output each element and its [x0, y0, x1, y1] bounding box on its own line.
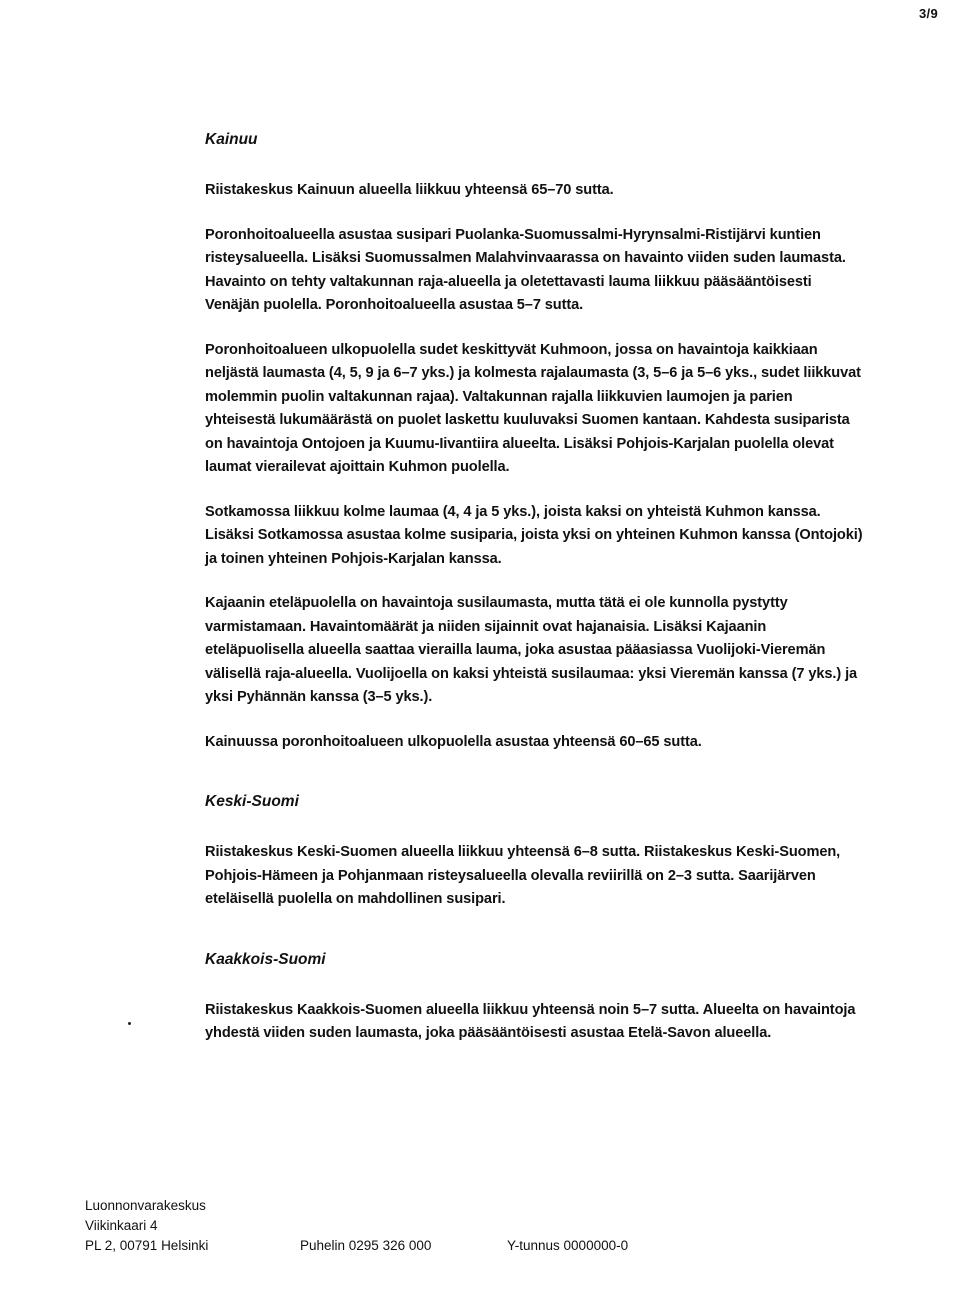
paragraph: Riistakeskus Kainuun alueella liikkuu yhteensä 65–70 sutta. — [205, 182, 614, 198]
paragraph: Riistakeskus Keski-Suomen alueella liikkuu yhteensä 6–8 sutta. Riistakeskus Keski-Suomen, Pohjois-Hämeen ja Pohjanmaan risteysalueella olevalla reviirillä on 2–3 sutta. Saarijärven eteläisellä puolella on mahdollinen susipari. — [205, 844, 841, 907]
section-heading-keski-suomi: Keski-Suomi — [205, 793, 299, 810]
footer-postal: PL 2, 00791 Helsinki — [85, 1238, 209, 1253]
paragraph: Poronhoitoalueella asustaa susipari Puolanka-Suomussalmi-Hyrynsalmi-Ristijärvi kuntien risteysalueella. Lisäksi Suomussalmen Malahvinvaarassa on havainto viiden suden laumasta. Havainto on tehty valtakunnan raja-alueella ja oletettavasti lauma liikkuu pääsääntöisesti Venäjän puolella. Poronhoitoalueella asustaa 5–7 sutta. — [205, 226, 846, 313]
footer-business-id: Y-tunnus 0000000-0 — [507, 1238, 629, 1253]
section-heading-kaakkois-suomi: Kaakkois-Suomi — [205, 950, 326, 968]
footer-phone: Puhelin 0295 326 000 — [300, 1238, 432, 1253]
page-number: 3/9 — [919, 6, 938, 21]
footer-contact-row — [85, 1236, 629, 1256]
paragraph: Sotkamossa liikkuu kolme laumaa (4, 4 ja 5 yks.), joista kaksi on yhteistä Kuhmon kanssa. Lisäksi Sotkamossa asustaa kolme susiparia, joista yksi on yhteinen Kuhmon kanssa (Ontojoki) ja toinen yhteinen Pohjois-Karjalan kanssa. — [205, 503, 863, 567]
section-kaakkois-suomi — [205, 948, 865, 1046]
section-heading-kainuu: Kainuu — [205, 131, 258, 148]
paragraph: Kajaanin eteläpuolella on havaintoja susilaumasta, mutta tätä ei ole kunnolla pystytty varmistamaan. Havaintomäärät ja niiden sijainnit ovat hajanaisia. Lisäksi Kajaanin eteläpuolisella alueella saattaa vierailla lauma, joka asustaa pääasiassa Vuolijoki-Vieremän välisellä raja-alueella. Vuolijoella on kaksi yhteistä susilaumaa: yksi Vieremän kanssa (7 yks.) ja yksi Pyhännän kanssa (3–5 yks.). — [205, 595, 858, 705]
footer-street: Viikinkaari 4 — [85, 1218, 158, 1233]
document-body — [205, 128, 865, 1082]
paragraph: Kainuussa poronhoitoalueen ulkopuolella asustaa yhteensä 60–65 sutta. — [205, 733, 702, 750]
footer-org: Luonnonvarakeskus — [85, 1198, 206, 1213]
paragraph: Riistakeskus Kaakkois-Suomen alueella liikkuu yhteensä noin 5–7 sutta. Alueelta on havaintoja yhdestä viiden suden laumasta, joka pääsääntöisesti asustaa Etelä-Savon alueella. — [205, 1001, 856, 1041]
scan-speck — [128, 1022, 131, 1025]
section-kainuu — [205, 128, 865, 754]
section-keski-suomi — [205, 790, 865, 912]
footer — [85, 1196, 629, 1256]
paragraph: Poronhoitoalueen ulkopuolella sudet keskittyvät Kuhmoon, jossa on havaintoja kaikkiaan neljästä laumasta (4, 5, 9 ja 6–7 yks.) ja kolmesta rajalaumasta (3, 5–6 ja 5–6 yks., sudet liikkuvat molemmin puolin valtakunnan rajaa). Valtakunnan rajalla liikkuvien laumojen ja parien yhteisestä lukumäärästä on puolet laskettu kuuluvaksi Suomen kantaan. Kahdesta susiparista on havaintoja Ontojoen ja Kuumu-Iivantiira alueelta. Lisäksi Pohjois-Karjalan puolella olevat laumat vierailevat ajoittain Kuhmon puolella. — [205, 341, 861, 475]
